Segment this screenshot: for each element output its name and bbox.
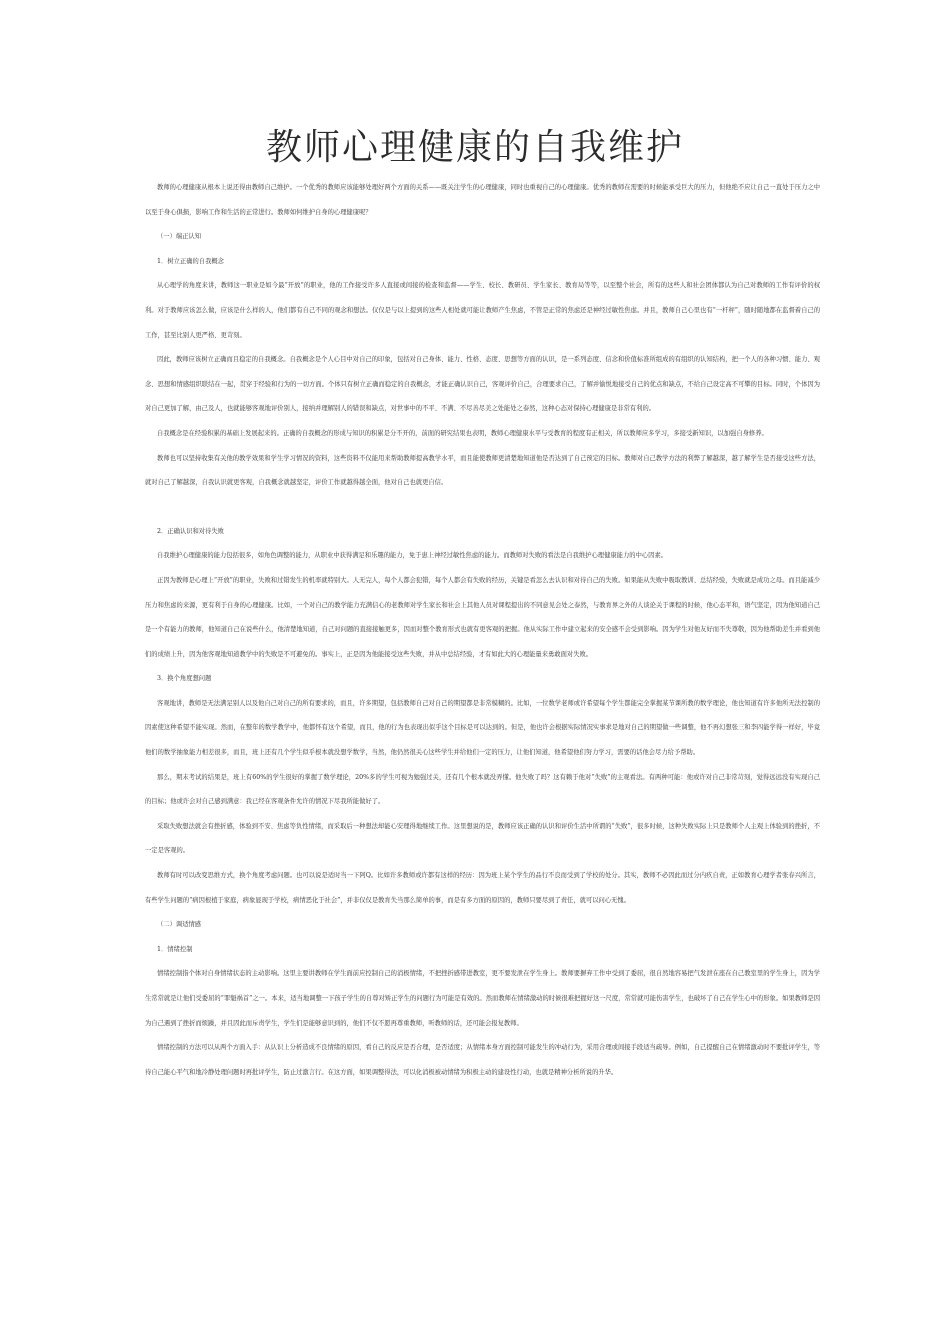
body-paragraph: 自我概念是在经验积累的基础上发展起来的。正确的自我概念的形成与知识的积累是分不开的，前面的研究结果也表明，教师心理健康水平与受教育的程度有正相关，所以教师应多学习，多接受新知识，以加强自身修养。 [157,429,768,437]
body-paragraph: 教师也可以坚持收集有关他的教学效果和学生学习情况的资料，这些资料不仅能用来帮助教师提高教学水平，而且能使教师更清楚地知道他是否达到了自己预定的目标。教师对自己教学方法的利弊了解越深，越了解学生是否接受这些方法，就对自己了解越深，自我认识就更客观，自我概念就越坚定，评价工作就越得越全面，他对自己也就更自信。 [145,454,820,487]
section-heading: 2．正确认识和对待失败 [157,527,224,535]
body-paragraph: 采取失败想法就会有挫折感，体验到不安、焦虑等负性情绪，而采取后一种想法却能心安理得地继续工作。这里想说的是，教师应该正确的认识和评价生活中所谓的“失败”，很多时候，这种失败实际上只是教师个人主观上体验到的挫折，不一定是客观的。 [145,822,820,855]
body-paragraph: 因此，教师应该树立正确而且稳定的自我概念。自我概念是个人心目中对自己的印象，包括对自己身体、能力、性格、态度、思想等方面的认识，是一系列态度、信念和价值标准所组成的有组织的认知结构，把一个人的各种习惯、能力、观念、思想和情感组织联结在一起，贯穿于经验和行为的一切方面。个体只有树立正确而稳定的自我概念，才能正确认识自己，客观评价自己，合理要求自己，了解并愉悦地接受自己的优点和缺点，不给自己设定高不可攀的目标。同时，个体因为对自己更加了解，由己及人，也就能够客观地评价别人，接纳并理解别人的错误和缺点，对世事中的不平、不满、不尽善尽美之处能处之泰然，这种心态对保持心理健康是非常有利的。 [145,356,820,413]
section-heading: （一）端正认知 [157,233,202,241]
section-spacer [145,496,820,520]
body-paragraph: 从心理学的角度来讲，教师这一职业是如今最“开放”的职业，他的工作接受许多人直接或间接的检查和监督——学生、校长、教研员、学生家长、教育局等等，以至整个社会，所有的这些人和社会团体都认为自己对教师的工作有评价的权利。对于教师应该怎么做，应该是什么样的人，他们都有自己不同的观念和想法。仅仅是与以上提到的这些人相处就可能让教师产生焦虑，不管是正常的焦虑还是神经过敏性焦虑。并且，教师自己心里也有“一杆秤”，随时随地都在监督着自己的工作，甚至比别人更严格、更苛刻。 [145,282,820,339]
section-heading: 1．情绪控制 [157,945,193,953]
document-title: 教师心理健康的自我维护 [265,127,684,168]
body-paragraph: 情绪控制的方法可以从两个方面入手：从认识上分析造成不良情绪的原因，看自己的反应是否合理，是否适度；从情绪本身方面控制可能发生的冲动行为，采用合理或间接手段适当疏导。例如，自己提醒自己在情绪激动时不要批评学生，等待自己能心平气和地冷静处理问题时再批评学生，防止过激言行。在这方面，如果调整得法，可以化消极被动情绪为积极主动的建设性行动，也就是精神分析所说的升华。 [145,1044,820,1076]
body-paragraph: 教师有时可以改变思维方式，换个角度考虑问题。也可以说是适时当一下阿Q。比如许多教师或许都有这样的经历：因为班上某个学生的品行不良而受到了学校的处分。其实，教师不必因此而过分内疚自责，正如教育心理学者张春兴所言，有些学生问题的“病因根植于家庭，病象显现于学校，病情恶化于社会”，并非仅仅是教育失当那么简单的事，而是有多方面的原因的，教师只要尽到了责任，就可以问心无愧。 [145,872,820,904]
section-heading: 3．换个角度想问题 [157,675,212,683]
body-paragraph: 自我维护心理健康的能力包括很多，如角色调整的能力，从职业中获得满足和乐趣的能力，免于患上神经过敏性焦虑的能力。而教师对失败的看法是自我维护心理健康能力的中心因素。 [157,552,668,560]
body-paragraph: 客观地讲，教师是无法满足别人以及他自己对自己的所有要求的，而且，许多期望，包括教师自己对自己的期望都是非常模糊的。比如，一位数学老师或许希望每个学生都能完全掌握某节课所教的数学理论，他也知道有许多他所无法控制的因素使这种希望不能实现。然而，在整年的数学教学中，他都怀有这个希望，而且，他的行为也表现出似乎这个目标是可以达到的。但是，他也许会根据实际情况实事求是地对自己的期望做一些调整，他不再幻想张三和李四能学得一样好，毕竟他们的数学抽象能力相差很多，而且，班上还有几个学生似乎根本就没想学数学，当然，他仍然很关心这些学生并给他们一定的压力，让他们知道，他希望他们努力学习，需要的话他会尽力给予帮助。 [145,699,820,757]
body-paragraph: 正因为教师是心理上“开放”的职业，失败和过错发生的机率就特别大。人无完人，每个人都会犯错，每个人都会有失败的经历，关键是看怎么去认识和对待自己的失败。如果能从失败中吸取教训、总结经验，失败就是成功之母。而且能减少压力和焦虑的来源，更有利于自身的心理健康。比如，一个对自己的教学能力充满信心的老教师对学生家长和社会上其他人员对课程提出的不同意见会处之泰然，与教育界之外的人谈论关于课程的时候，他心态平和，语气坚定，因为他知道自己是一个有能力的教师，他知道自己在说些什么，他清楚地知道，自己对问题的直接接触更多，因而对整个教育形式也就有更客观的把握。他从实际工作中建立起来的安全感不会受到影响。因为学生对他友好而不失尊敬，因为他帮助差生并看到他们的成绩上升，因为他客观地知道教学中的失败是不可避免的。事实上，正是因为他能接受这些失败，并从中总结经验，才有如此大的心理能量来勇敢面对失败。 [145,576,820,658]
body-paragraph: 情绪控制指个体对自身情绪状态的主动影响。这里主要讲教师在学生面前应控制自己的消极情绪，不把挫折感带进教室，更不要发泄在学生身上。教师要摒弃工作中受到了委屈，很自然地容易把气发泄在座在自己教室里的学生身上，因为学生常常就是让他们受委屈的“罪魁祸首”之一。本来，适当地调整一下孩子学生的自尊对矫正学生的问题行为可能是有效的。然而教师在情绪激动的时候很难把握好这一尺度，常常就可能伤害学生，也破坏了自己在学生心中的形象。如果教师是因为自己遇到了挫折而烦躁，并且因此而斥责学生，学生们是能够意识到的，他们不仅不愿再尊重教师，听教师的话，还可能会报复教师。 [145,970,820,1027]
body-paragraph: 教师的心理健康从根本上说还得由教师自己维护。一个优秀的教师应该能够处理好两个方面的关系——既关注学生的心理健康，同时也重视自己的心理健康。优秀的教师在需要的时候能承受巨大的压力，但他绝不应让自己一直处于压力之中以至于身心俱损，影响工作和生活的正常进行。教师如何维护自身的心理健康呢？ [145,184,820,216]
section-heading: 1．树立正确的自我概念 [157,257,224,265]
section-heading: （二）调适情感 [157,921,202,929]
document-body [145,176,820,1085]
body-paragraph: 那么，期末考试的结果是，班上有60%的学生很好的掌握了数学理论，20%多的学生可视为勉强过关，还有几个根本就没弄懂。他失败了吗？这有赖于他对“失败”的主观看法。有两种可能：他或许对自己非常苛刻，觉得远远没有实现自己的目标；他或许会对自己感到满意：我已经在客观条件允许的情况下尽我所能做好了。 [145,773,820,806]
